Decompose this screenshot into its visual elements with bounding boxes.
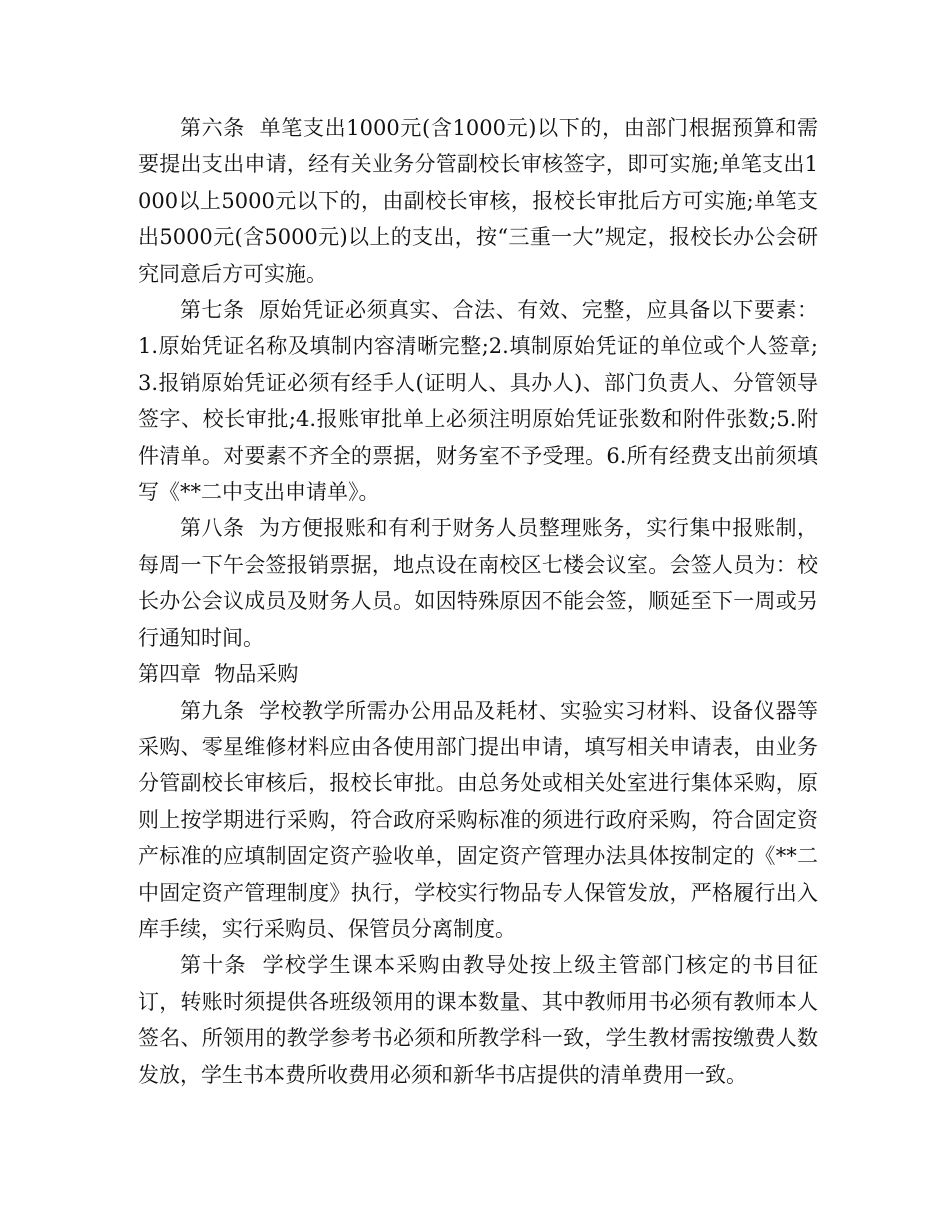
article-10-paragraph: 第十条 学校学生课本采购由教导处按上级主管部门核定的书目征订，转账时须提供各班级领用的课本数量、其中教师用书必须有教师本人签名、所领用的教学参考书必须和所教学科一致，学生教材需按缴费人数发放，学生书本费所收费用必须和新华书店提供的清单费用一致。	[138, 953, 818, 1087]
document-page	[138, 110, 818, 1093]
chapter-4-heading: 第四章 物品采购	[138, 662, 299, 687]
article-7-paragraph: 第七条 原始凭证必须真实、合法、有效、完整，应具备以下要素：1.原始凭证名称及填制内容清晰完整;2.填制原始凭证的单位或个人签章;3.报销原始凭证必须有经手人(证明人、具办人)、部门负责人、分管领导签字、校长审批;4.报账审批单上必须注明原始凭证张数和附件张数;5.附件清单。对要素不齐全的票据，财务室不予受理。6.所有经费支出前须填写《**二中支出申请单》。	[138, 298, 818, 505]
article-6-paragraph: 第六条 单笔支出1000元(含1000元)以下的，由部门根据预算和需要提出支出申请，经有关业务分管副校长审核签字，即可实施;单笔支出1000以上5000元以下的，由副校长审核，报校长审批后方可实施;单笔支出5000元(含5000元)以上的支出，按“三重一大”规定，报校长办公会研究同意后方可实施。	[138, 116, 818, 286]
article-8-paragraph: 第八条 为方便报账和有利于财务人员整理账务，实行集中报账制，每周一下午会签报销票据，地点设在南校区七楼会议室。会签人员为：校长办公会议成员及财务人员。如因特殊原因不能会签，顺延至下一周或另行通知时间。	[138, 516, 818, 650]
article-9-paragraph: 第九条 学校教学所需办公用品及耗材、实验实习材料、设备仪器等采购、零星维修材料应由各使用部门提出申请，填写相关申请表，由业务分管副校长审核后，报校长审批。由总务处或相关处室进行集体采购，原则上按学期进行采购，符合政府采购标准的须进行政府采购，符合固定资产标准的应填制固定资产验收单，固定资产管理办法具体按制定的《**二中固定资产管理制度》执行，学校实行物品专人保管发放，严格履行出入库手续，实行采购员、保管员分离制度。	[138, 698, 818, 941]
